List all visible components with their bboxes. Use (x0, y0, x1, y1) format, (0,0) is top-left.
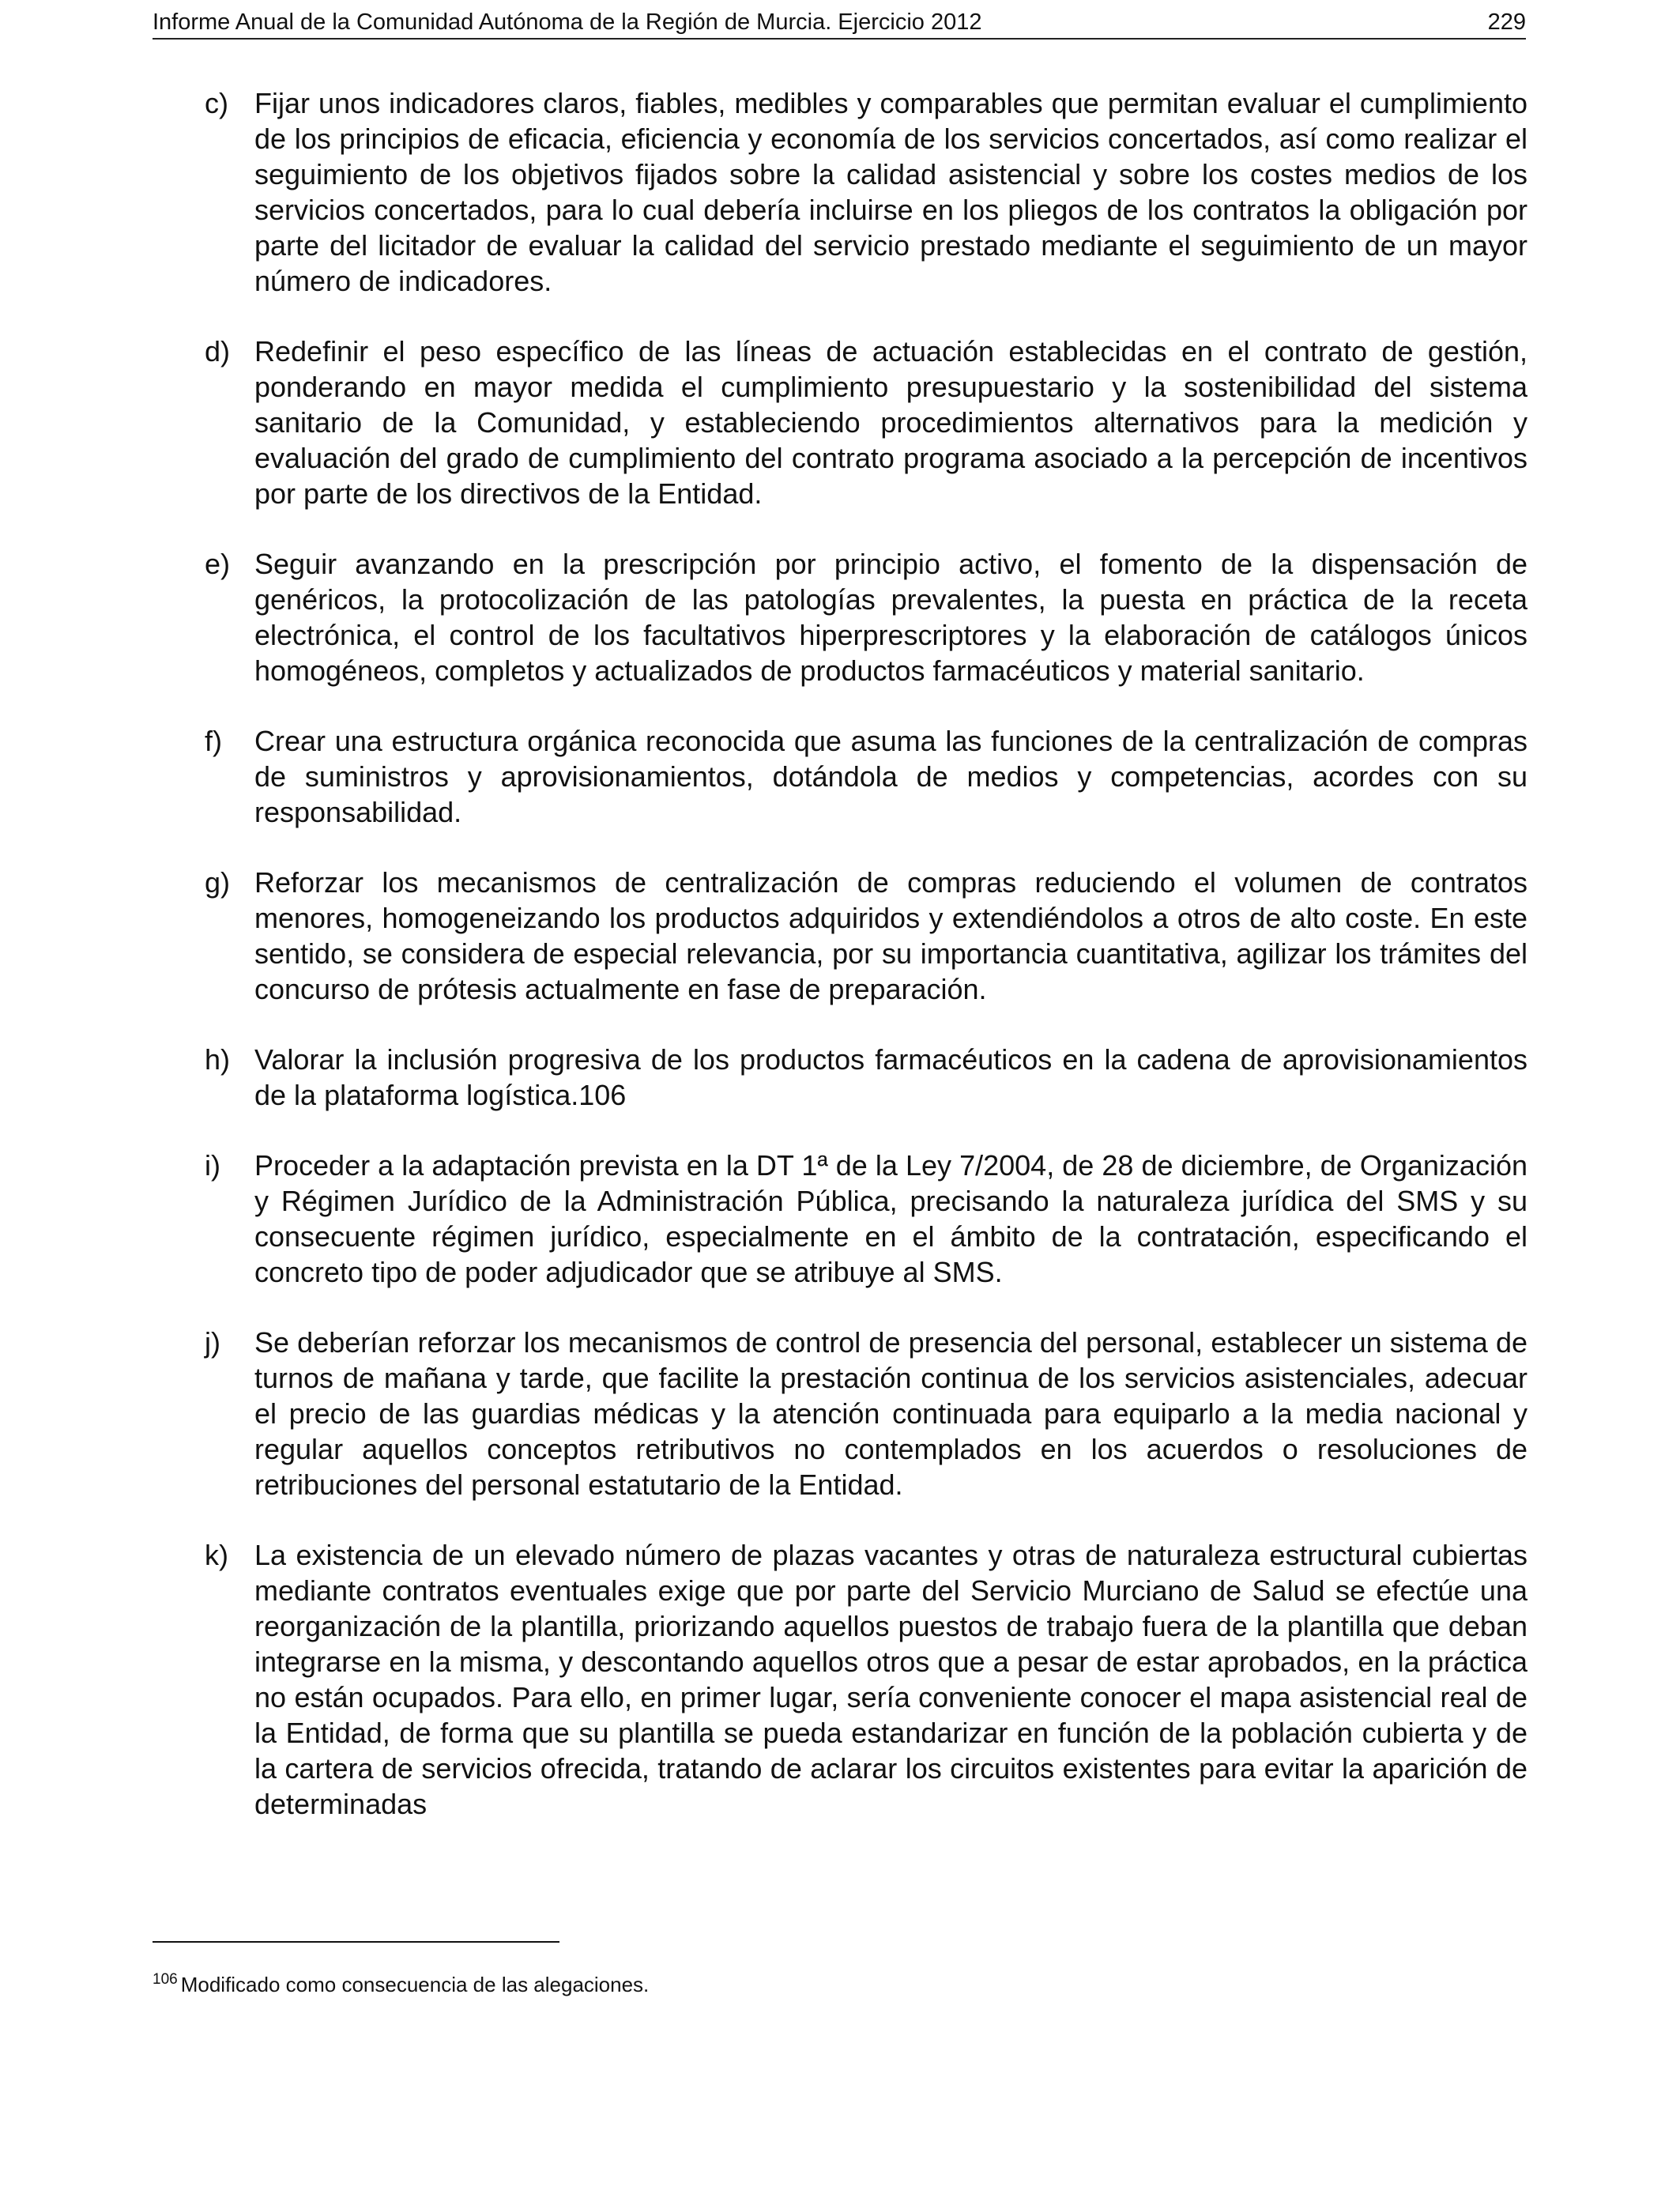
footnote-number: 106 (153, 1971, 178, 1989)
header-title: Informe Anual de la Comunidad Autónoma de la Región de Murcia. Ejercicio 2012 (153, 9, 982, 35)
item-text: Fijar unos indicadores claros, fiables, medibles y comparables que permitan evaluar el cumplimiento de los principios de eficacia, eficiencia y economía de los servicios concertados, así como realizar el seguimiento de los objetivos fijados sobre la calidad asistencial y sobre los costes medios de los servicios concertados, para lo cual debería incluirse en los pliegos de los contratos la obligación por parte del licitador de evaluar la calidad del servicio prestado mediante el seguimiento de un mayor número de indicadores. (254, 87, 1527, 297)
item-text: Valorar la inclusión progresiva de los productos farmacéuticos en la cadena de aprovisionamientos de la plataforma logística. (254, 1043, 1527, 1111)
item-letter: g) (205, 866, 231, 899)
item-text: Reforzar los mecanismos de centralización de compras reduciendo el volumen de contratos menores, homogeneizando los productos adquiridos y extendiéndolos a otros de alto coste. En este sentido, se considera de especial relevancia, por su importancia cuantitativa, agilizar los trámites del concurso de prótesis actualmente en fase de preparación. (254, 866, 1527, 1005)
footnote-text: Modificado como consecuencia de las alegaciones. (180, 1973, 650, 1996)
list-item (205, 865, 1527, 1007)
page-number: 229 (1487, 9, 1526, 35)
list-item (205, 723, 1527, 830)
item-letter: j) (205, 1326, 220, 1359)
page-header (153, 6, 1526, 40)
list-item (205, 1325, 1527, 1502)
item-text: Se deberían reforzar los mecanismos de control de presencia del personal, establecer un sistema de turnos de mañana y tarde, que facilite la prestación continua de los servicios asistenciales, adecuar el precio de las guardias médicas y la atención continuada para equiparlo a la media nacional y regular aquellos conceptos retributivos no contemplados en los acuerdos o resoluciones de retribuciones del personal estatutario de la Entidad. (254, 1326, 1527, 1501)
item-text: Proceder a la adaptación prevista en la DT 1ª de la Ley 7/2004, de 28 de diciembre, de Organización y Régimen Jurídico de la Administración Pública, precisando la naturaleza jurídica del SMS y su consecuente régimen jurídico, especialmente en el ámbito de la contratación, especificando el concreto tipo de poder adjudicador que se atribuye al SMS. (254, 1149, 1527, 1288)
footnote-divider (153, 1941, 559, 1943)
item-letter: d) (205, 335, 231, 368)
item-text: Crear una estructura orgánica reconocida que asuma las funciones de la centralización de compras de suministros y aprovisionamientos, dotándola de medios y competencias, acordes con su responsabilidad. (254, 725, 1527, 828)
item-letter: i) (205, 1149, 220, 1182)
item-text: La existencia de un elevado número de plazas vacantes y otras de naturaleza estructural cubiertas mediante contratos eventuales exige que por parte del Servicio Murciano de Salud se efectúe una reorganización de la plantilla, priorizando aquellos puestos de trabajo fuera de la plantilla que deban integrarse en la misma, y descontando aquellos otros que a pesar de estar aprobados, en la práctica no están ocupados. Para ello, en primer lugar, sería conveniente conocer el mapa asistencial real de la Entidad, de forma que su plantilla se pueda estandarizar en función de la población cubierta y de la cartera de servicios ofrecida, tratando de aclarar los circuitos existentes para evitar la aparición de determinadas (254, 1539, 1527, 1820)
item-letter: h) (205, 1043, 231, 1076)
list-item (205, 334, 1527, 511)
item-text: Redefinir el peso específico de las líneas de actuación establecidas en el contrato de gestión, ponderando en mayor medida el cumplimiento presupuestario y la sostenibilidad del sistema sanitario de la Comunidad, y estableciendo procedimientos alternativos para la medición y evaluación del grado de cumplimiento del contrato programa asociado a la percepción de incentivos por parte de los directivos de la Entidad. (254, 335, 1527, 510)
list-item (205, 85, 1527, 299)
recommendations-list (205, 85, 1527, 1857)
item-letter: k) (205, 1539, 228, 1571)
list-item (205, 1537, 1527, 1822)
footnote (153, 1971, 649, 1998)
item-text: Seguir avanzando en la prescripción por principio activo, el fomento de la dispensación de genéricos, la protocolización de las patologías prevalentes, la puesta en práctica de la receta electrónica, el control de los facultativos hiperprescriptores y la elaboración de catálogos únicos homogéneos, completos y actualizados de productos farmacéuticos y material sanitario. (254, 548, 1527, 687)
item-letter: f) (205, 725, 222, 757)
item-letter: c) (205, 87, 228, 119)
list-item (205, 1148, 1527, 1290)
list-item (205, 546, 1527, 688)
item-text-with-footnote (254, 1042, 1527, 1113)
list-item (205, 1042, 1527, 1113)
item-letter: e) (205, 548, 231, 580)
footnote-reference[interactable]: 106 (578, 1079, 627, 1111)
